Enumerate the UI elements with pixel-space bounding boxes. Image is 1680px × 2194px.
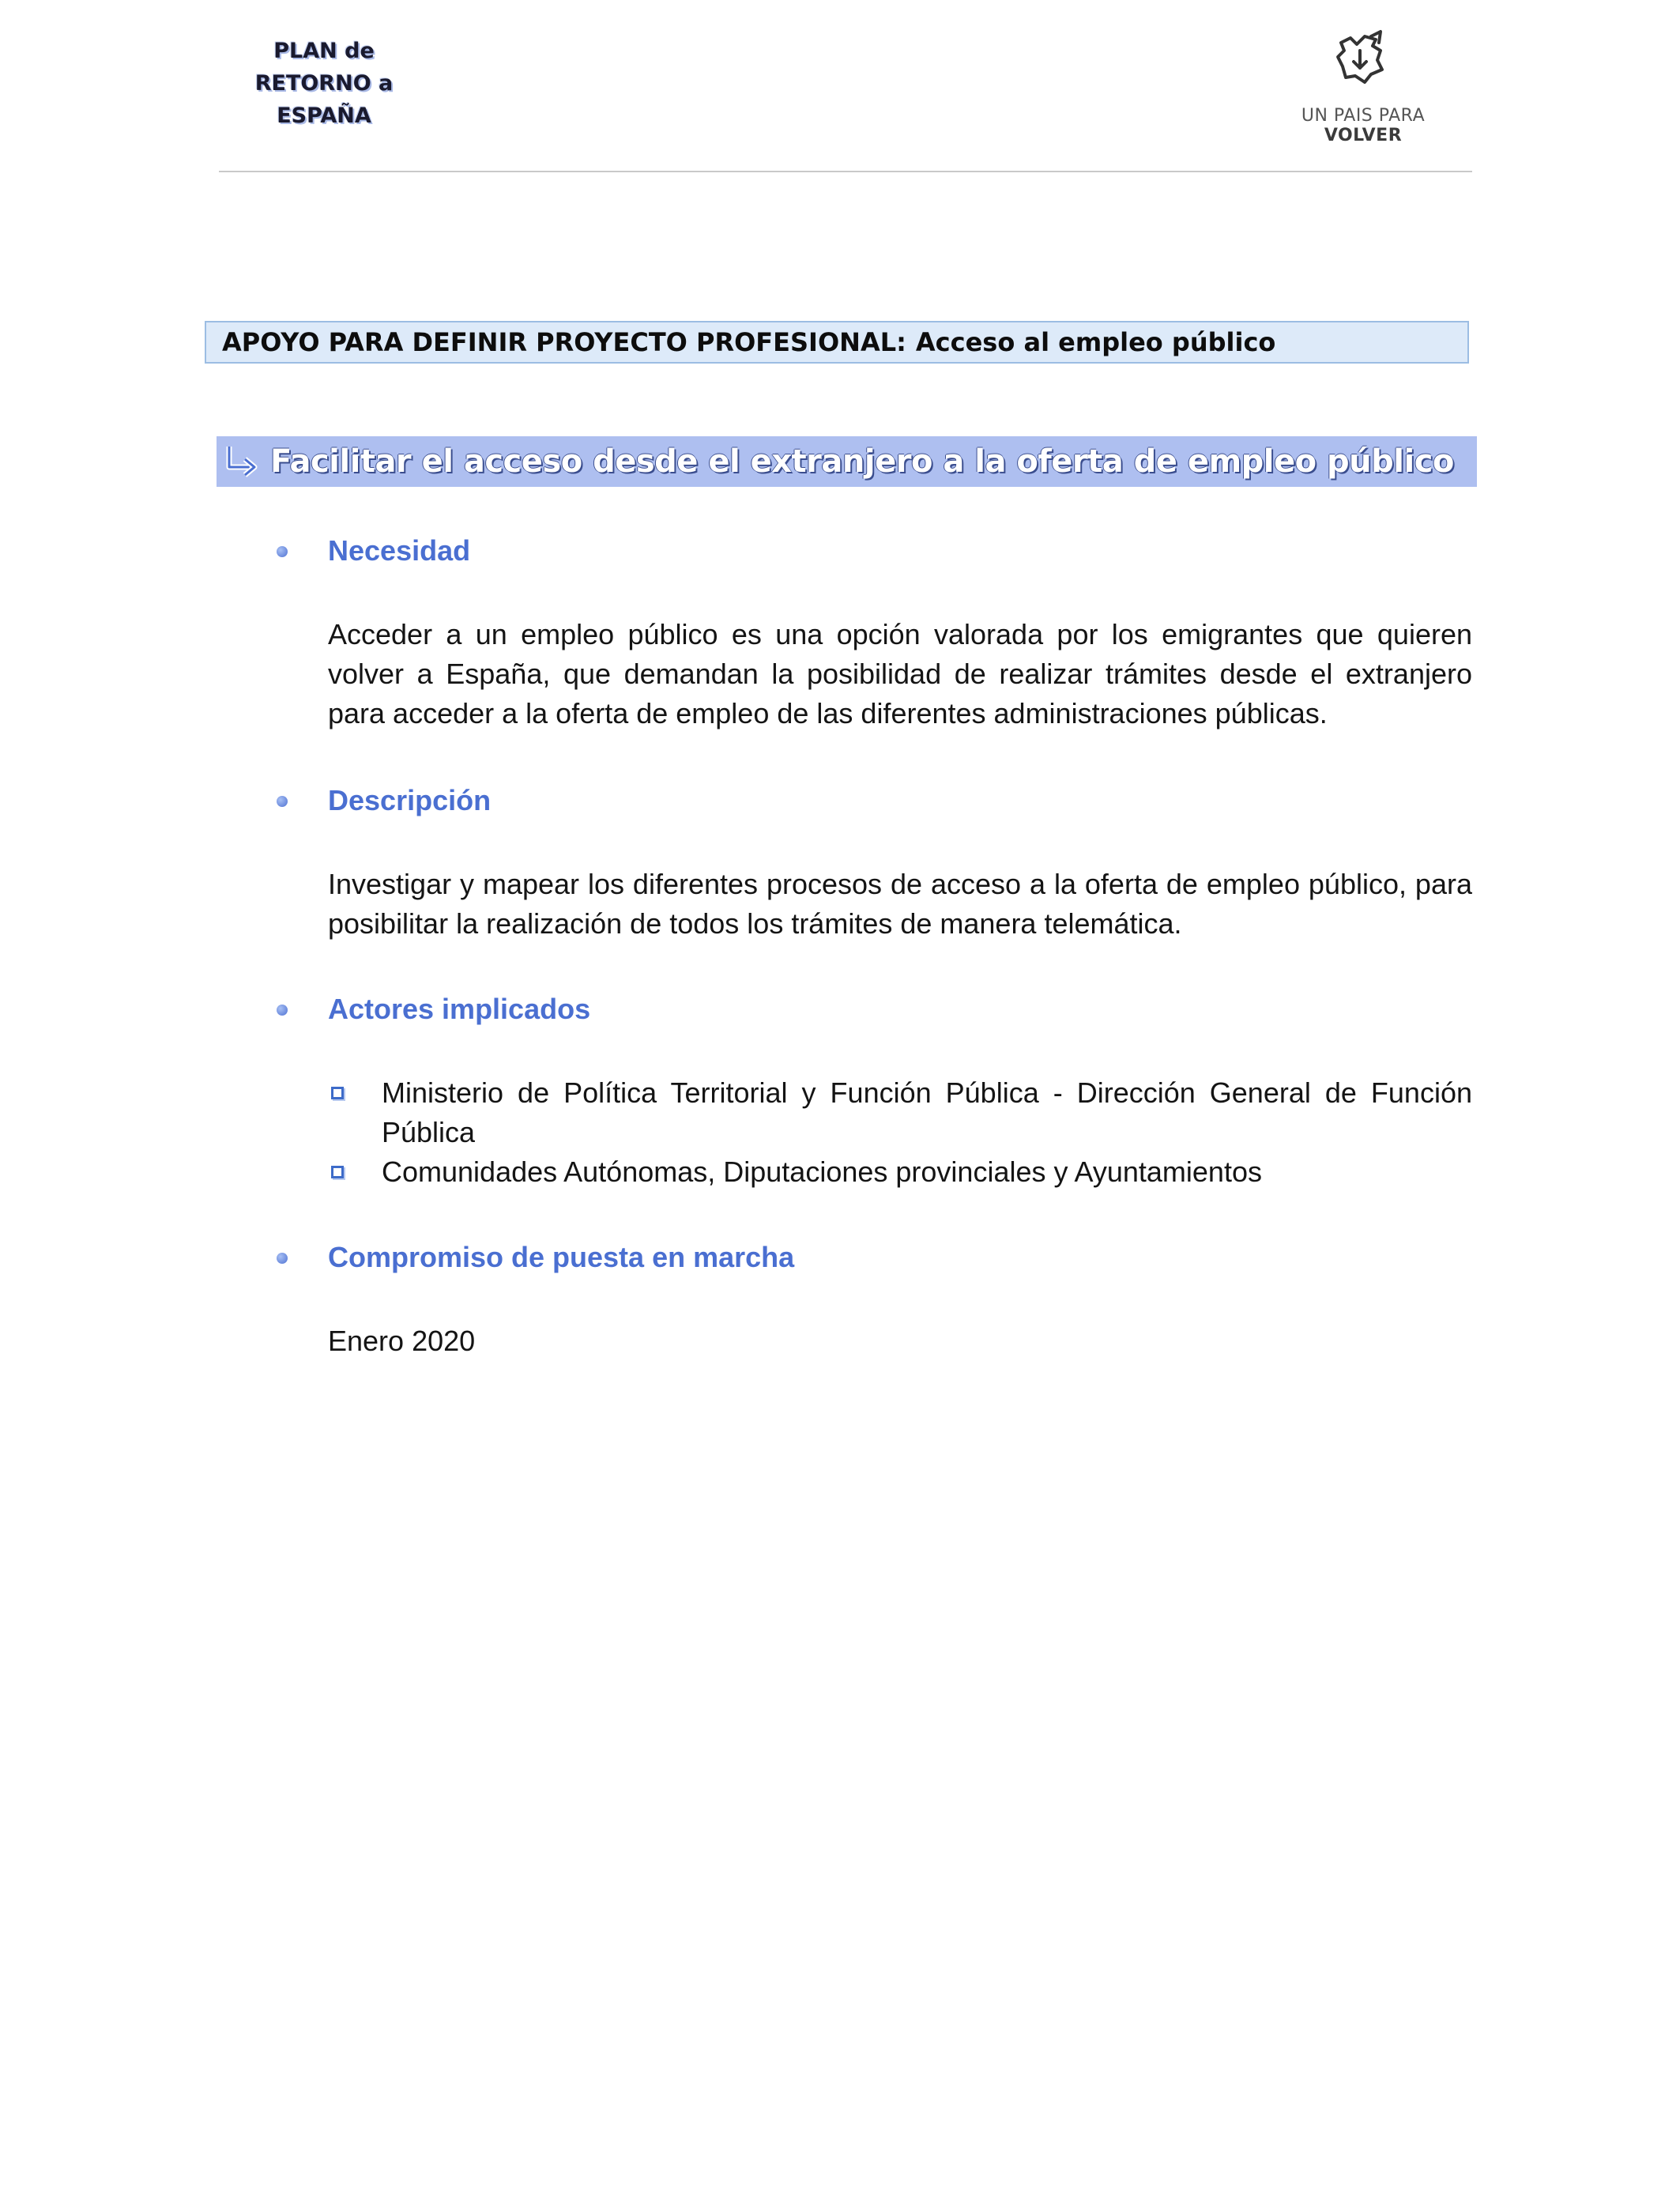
- square-bullet-icon: [331, 1087, 344, 1099]
- arrow-turn-right-icon: [223, 443, 259, 480]
- actor-text: Ministerio de Política Territorial y Función Pública - Dirección General de Función Pública: [382, 1076, 1472, 1148]
- section-label-box: [205, 321, 1469, 364]
- section-label-rest: Acceso al empleo público: [915, 327, 1276, 357]
- plan-logo-line-3: ESPAÑA: [277, 104, 371, 128]
- page-title: Facilitar el acceso desde el extranjero a la oferta de empleo público: [270, 443, 1454, 480]
- plan-logo-line-2: RETORNO a: [254, 71, 394, 96]
- paragraph-compromiso: Enero 2020: [328, 1325, 476, 1357]
- plan-retorno-logo: [221, 35, 427, 132]
- brand-tagline-bold: VOLVER: [1324, 126, 1403, 145]
- plan-logo-line-1: PLAN de: [273, 39, 375, 63]
- hand-drawn-arrow-map-icon: [1333, 28, 1393, 89]
- bullet-dot-icon: [277, 546, 288, 557]
- section-label-strong: APOYO PARA DEFINIR PROYECTO PROFESIONAL:: [222, 327, 906, 357]
- paragraph-necesidad: Acceder a un empleo público es una opción valorada por los emigrantes que quieren volver a España, que demandan la posibilidad de realizar trámites desde el extranjero para acceder a la oferta de empleo de las diferentes administraciones públicas.: [328, 618, 1472, 729]
- bullet-dot-icon: [277, 1253, 288, 1264]
- item-heading-compromiso: Compromiso de puesta en marcha: [328, 1241, 795, 1273]
- item-heading-actores: Actores implicados: [328, 993, 591, 1025]
- square-bullet-icon: [331, 1166, 344, 1178]
- bullet-dot-icon: [277, 1005, 288, 1016]
- brand-tagline-light: UN PAIS PARA: [1301, 106, 1426, 126]
- header-divider: [219, 171, 1472, 172]
- bullet-dot-icon: [277, 796, 288, 807]
- item-heading-necesidad: Necesidad: [328, 534, 471, 567]
- item-heading-descripcion: Descripción: [328, 784, 492, 816]
- brand-tagline: [1260, 106, 1466, 145]
- paragraph-descripcion: Investigar y mapear los diferentes procesos de acceso a la oferta de empleo público, para posibilitar la realización de todos los trámites de manera telemática.: [328, 868, 1472, 940]
- title-band: [217, 436, 1477, 487]
- brand-logo: [1260, 28, 1466, 145]
- actor-text: Comunidades Autónomas, Diputaciones provinciales y Ayuntamientos: [382, 1155, 1262, 1188]
